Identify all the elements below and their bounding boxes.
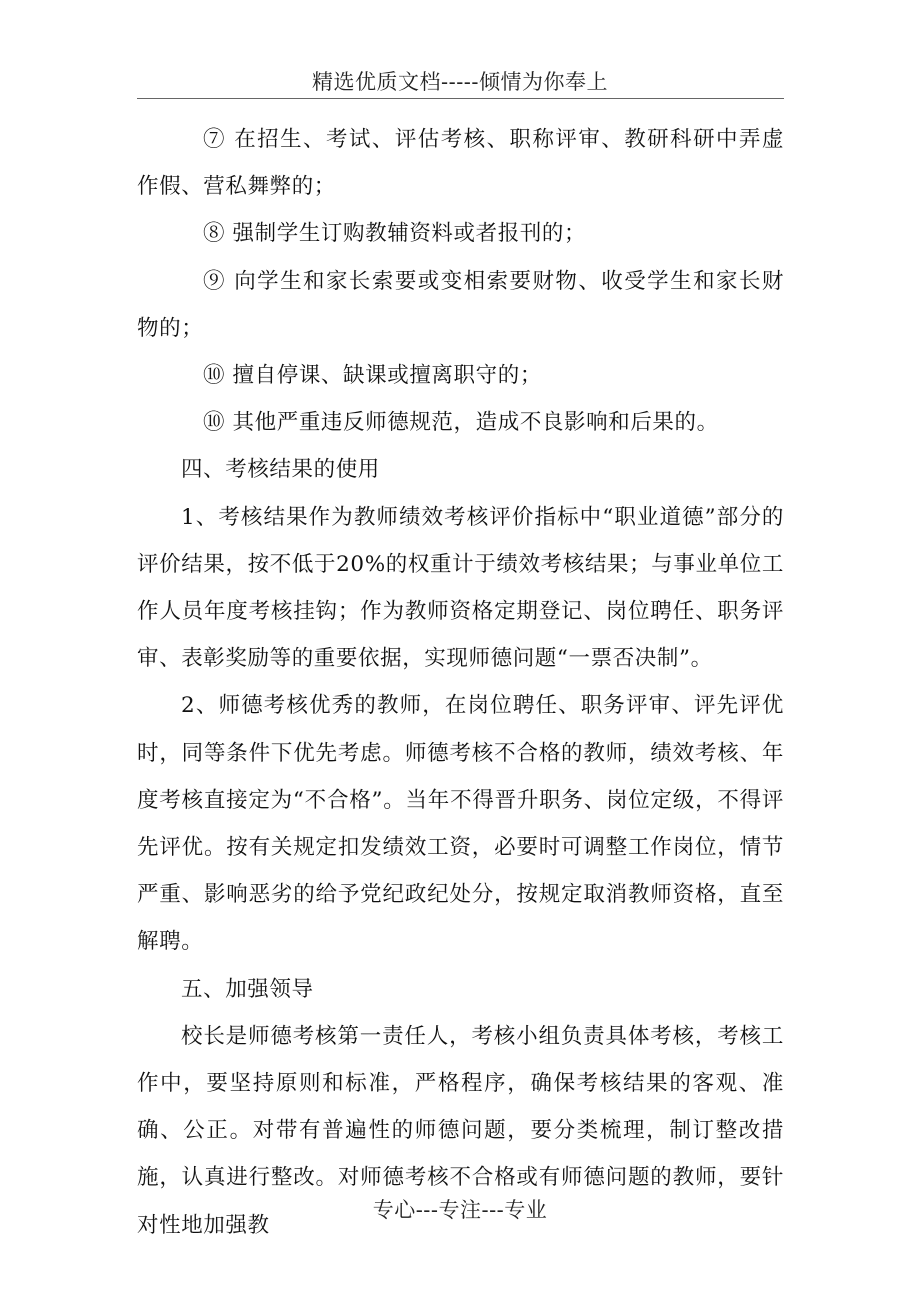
section-heading-results: 四、考核结果的使用 [181, 457, 380, 483]
header-divider [137, 98, 784, 99]
list-item-7: ⑦ 在招生、考试、评估考核、职称评审、教研科研中弄虚作假、营私舞弊的； [137, 127, 784, 200]
paragraph-leadership: 校长是师德考核第一责任人，考核小组负责具体考核，考核工作中，要坚持原则和标准，严格程序，确保考核结果的客观、准确、公正。对带有普遍性的师德问题，要分类梳理，制订整改措施，认真进行整改。对师德考核不合格或有师德问题的教师，要针对性地加强教 [137, 1023, 784, 1238]
list-item-10: ⑩ 擅自停课、缺课或擅离职守的； [203, 363, 542, 389]
list-item-11: ⑩ 其他严重违反师德规范，造成不良影响和后果的。 [203, 410, 719, 436]
document-body [137, 116, 784, 1249]
page-header: 精选优质文档-----倾情为你奉上 [312, 70, 608, 94]
list-item-8: ⑧ 强制学生订购教辅资料或者报刊的； [203, 221, 587, 247]
list-item-9: ⑨ 向学生和家长索要或变相索要财物、收受学生和家长财物的； [137, 268, 784, 341]
paragraph-results-2: 2、师德考核优秀的教师，在岗位聘任、职务评审、评先评优时，同等条件下优先考虑。师德考核不合格的教师，绩效考核、年度考核直接定为“不合格”。当年不得晋升职务、岗位定级，不得评先评优。按有关规定扣发绩效工资，必要时可调整工作岗位，情节严重、影响恶劣的给予党纪政纪处分，按规定取消教师资格，直至解聘。 [137, 693, 784, 955]
section-heading-leadership: 五、加强领导 [181, 976, 314, 1002]
paragraph-results-1: 1、考核结果作为教师绩效考核评价指标中“职业道德”部分的评价结果，按不低于20%的权重计于绩效考核结果；与事业单位工作人员年度考核挂钩；作为教师资格定期登记、岗位聘任、职务评审、表彰奖励等的重要依据，实现师德问题“一票否决制”。 [137, 504, 784, 672]
page-footer: 专心---专注---专业 [372, 1198, 548, 1222]
